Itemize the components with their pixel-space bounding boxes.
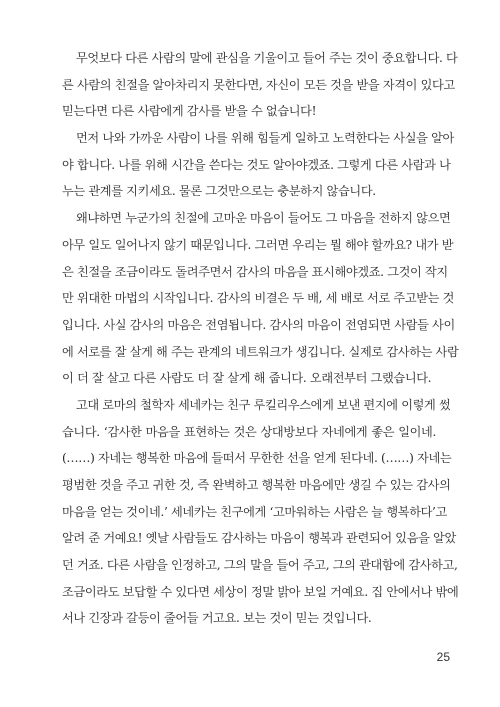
text-line: 조금이라도 보답할 수 있다면 세상이 정말 밝아 보일 거예요. 집 안에서나 밖에 (62, 584, 459, 599)
text-line: 야 합니다. 나를 위해 시간을 쓴다는 것도 알아야겠죠. 그렇게 다른 사람과 나 (62, 157, 451, 172)
text-line: 누는 관계를 지키세요. 물론 그것만으로는 충분하지 않습니다. (62, 184, 376, 199)
text-line: 만 위대한 마법의 시작입니다. 감사의 비결은 두 배, 세 배로 서로 주고받는 것 (62, 291, 455, 306)
body-text (62, 45, 459, 632)
text-line: 이 더 잘 살고 다른 사람도 더 잘 살게 해 줍니다. 오래전부터 그랬습니다. (62, 371, 432, 386)
text-line: 알려 준 거예요! 옛날 사람들도 감사하는 마음이 행복과 관련되어 있음을 알았 (62, 531, 456, 546)
text-line: 먼저 나와 가까운 사람이 나를 위해 힘들게 일하고 노력한다는 사실을 알아 (76, 131, 454, 146)
text-line: 에 서로를 잘 살게 해 주는 관계의 네트워크가 생깁니다. 실제로 감사하는 사람 (62, 344, 459, 359)
text-line: 서나 긴장과 갈등이 줄어들 거고요. 보는 것이 믿는 것입니다. (62, 611, 372, 626)
paragraph (62, 125, 454, 205)
text-line: 입니다. 사실 감사의 마음은 전염됩니다. 감사의 마음이 전염되면 사람들 사이 (62, 317, 455, 332)
text-line: 른 사람의 친절을 알아차리지 못한다면, 자신이 모든 것을 받을 자격이 있다고 (62, 77, 455, 92)
text-line: 마음을 얻는 것이네.’ 세네카는 친구에게 ‘고마워하는 사람은 늘 행복하다’고 (62, 504, 447, 519)
text-line: 믿는다면 다른 사람에게 감사를 받을 수 없습니다! (62, 104, 317, 119)
text-line: 습니다. ‘감사한 마음을 표현하는 것은 상대방보다 자네에게 좋은 일이네. (62, 424, 436, 439)
paragraph (62, 45, 458, 125)
paragraph (62, 392, 459, 632)
text-line: 고대 로마의 철학자 세네카는 친구 루킬리우스에게 보낸 편지에 이렇게 썼 (76, 397, 451, 412)
text-line: (……) 자네는 행복한 마음에 들떠서 무한한 선을 얻게 된다네. (……) 자네는 (62, 451, 452, 466)
text-line: 아무 일도 일어나지 않기 때문입니다. 그러면 우리는 뭘 해야 할까요? 내가 받 (62, 237, 454, 252)
text-line: 은 친절을 조금이라도 돌려주면서 감사의 마음을 표시해야겠죠. 그것이 작지 (62, 264, 448, 279)
page-number: 25 (436, 650, 450, 664)
text-line: 무엇보다 다른 사람의 말에 관심을 기울이고 들어 주는 것이 중요합니다. 다 (76, 51, 458, 65)
text-line: 던 거죠. 다른 사람을 인정하고, 그의 말을 들어 주고, 그의 관대함에 감사하고, (62, 558, 458, 573)
text-line: 평범한 것을 주고 귀한 것, 즉 완벽하고 행복한 마음에만 생길 수 있는 감사의 (62, 478, 451, 492)
paragraph (62, 205, 459, 392)
text-line: 왜냐하면 누군가의 친절에 고마운 마음이 들어도 그 마음을 전하지 않으면 (76, 211, 451, 226)
